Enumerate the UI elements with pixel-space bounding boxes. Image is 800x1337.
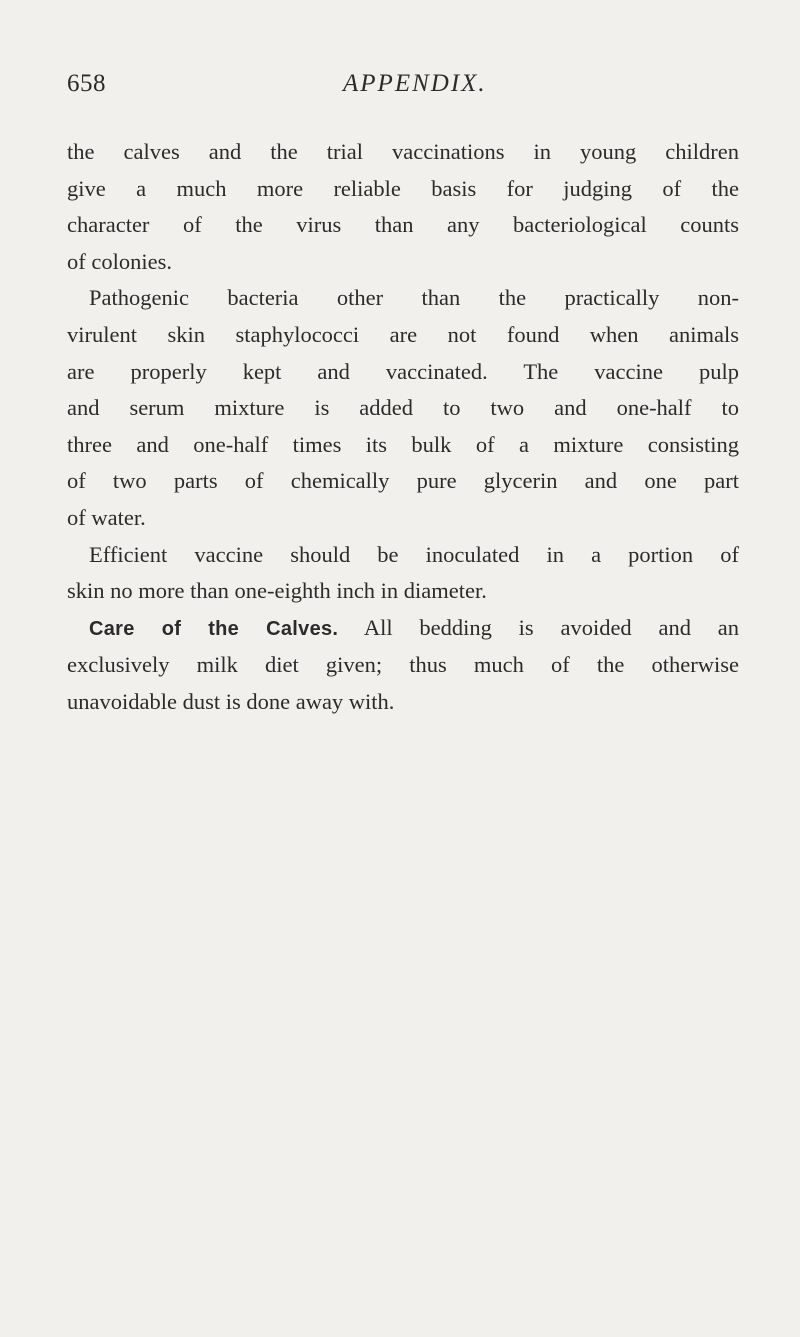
running-head bbox=[67, 64, 667, 104]
section-heading: Care of the Calves. bbox=[89, 617, 339, 640]
text-line: character of the virus than any bacteriological counts bbox=[67, 212, 739, 238]
text-line bbox=[67, 610, 739, 648]
text-line: Efficient vaccine should be inoculated in a portion of bbox=[89, 541, 739, 567]
body-text bbox=[67, 134, 739, 721]
text-line: of colonies. bbox=[67, 248, 172, 274]
text-fragment: All bedding is avoided and an bbox=[338, 614, 739, 640]
text-line: are properly kept and vaccinated. The vaccine pulp bbox=[67, 358, 739, 384]
text-line: of water. bbox=[67, 504, 146, 530]
paragraph-continuation bbox=[67, 134, 739, 280]
text-line: exclusively milk diet given; thus much of the otherwise bbox=[67, 652, 739, 678]
paragraph-efficient-vaccine bbox=[67, 537, 739, 610]
text-line: Pathogenic bacteria other than the practically non- bbox=[89, 285, 739, 311]
text-line: three and one-half times its bulk of a mixture consisting bbox=[67, 431, 739, 457]
text-line: give a much more reliable basis for judging of the bbox=[67, 175, 739, 201]
running-title: APPENDIX. bbox=[343, 70, 487, 97]
text-line: virulent skin staphylococci are not found when animals bbox=[67, 321, 739, 347]
text-line: skin no more than one-eighth inch in diameter. bbox=[67, 578, 487, 604]
text-line: of two parts of chemically pure glycerin and one part bbox=[67, 468, 739, 494]
page-number: 658 bbox=[67, 70, 106, 97]
text-line: the calves and the trial vaccinations in young children bbox=[67, 139, 739, 164]
text-line: unavoidable dust is done away with. bbox=[67, 688, 395, 714]
paragraph-pathogenic-bacteria bbox=[67, 280, 739, 536]
text-line: and serum mixture is added to two and one-half to bbox=[67, 395, 739, 421]
paragraph-care-of-calves bbox=[67, 610, 739, 721]
